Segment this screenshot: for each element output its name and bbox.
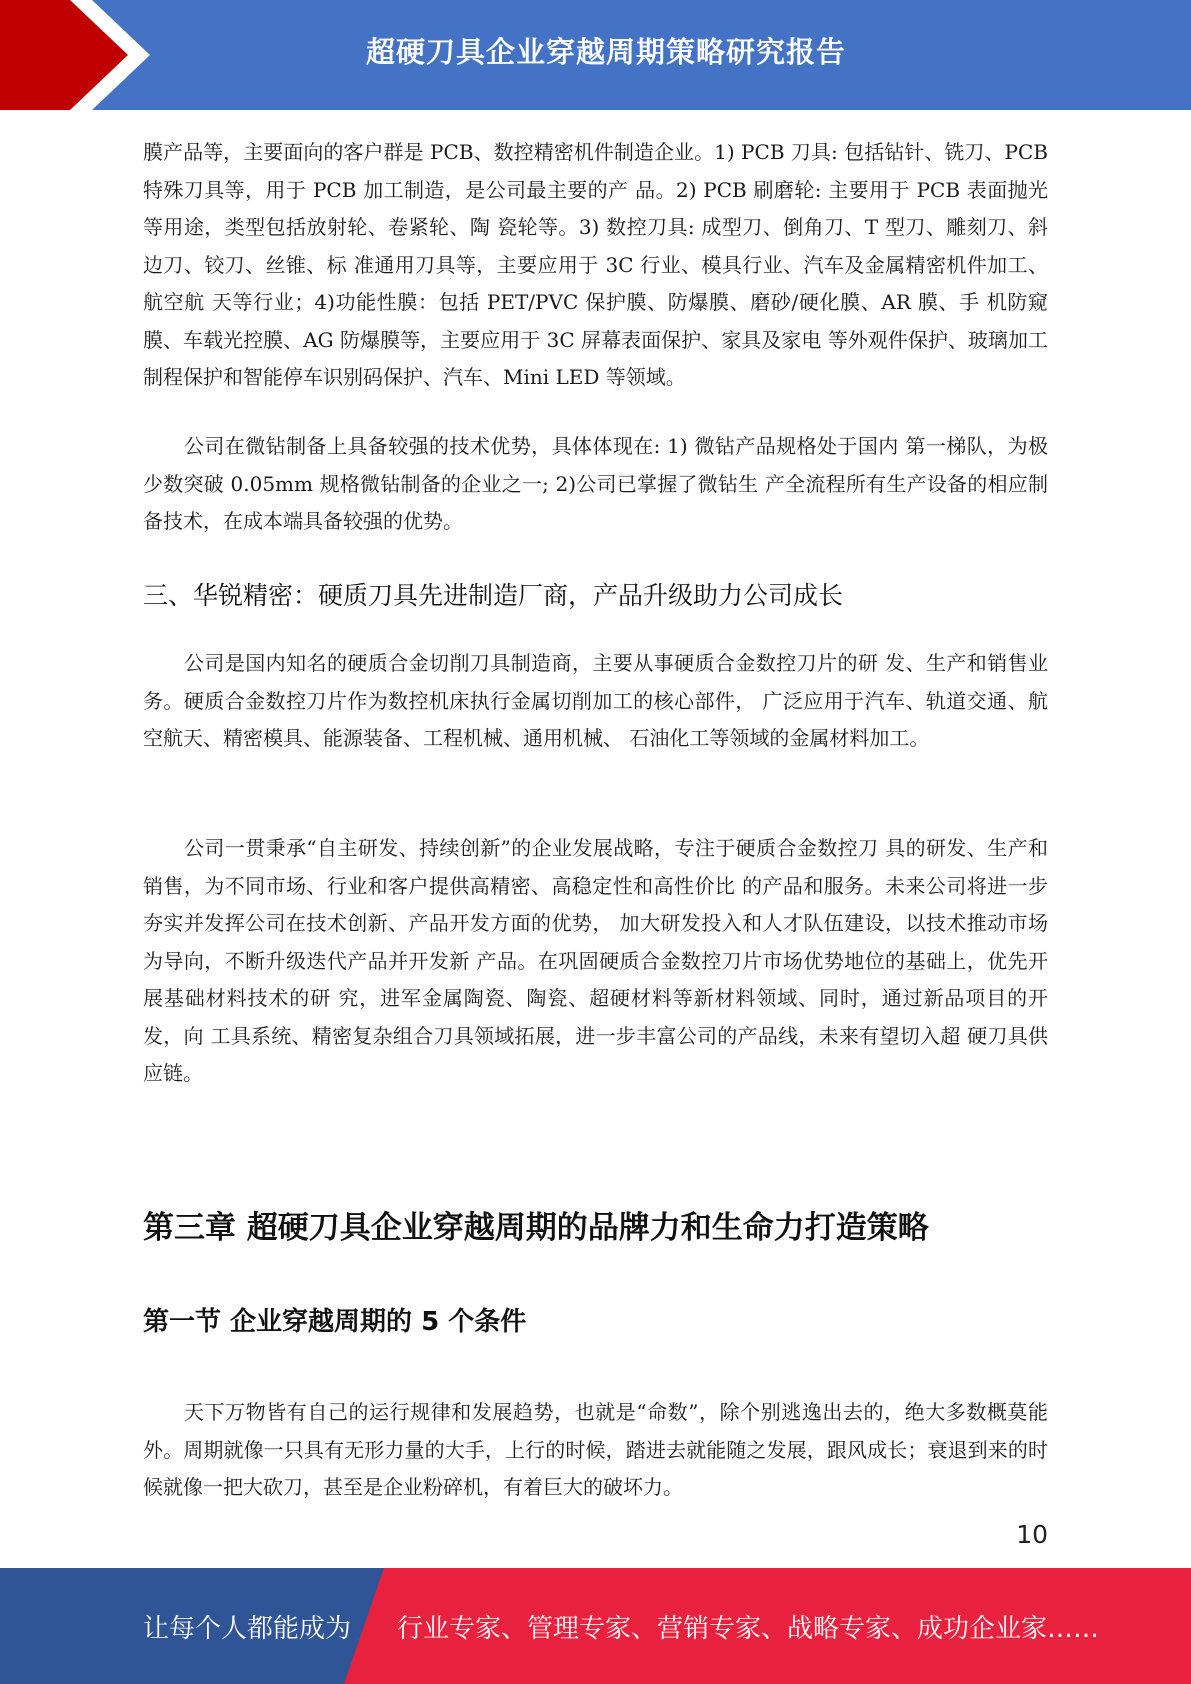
paragraph-products: 膜产品等，主要面向的客户群是 PCB、数控精密机件制造企业。1) PCB 刀具: 包括钻针、铣刀、PCB 特殊刀具等，用于 PCB 加工制造，是公司最主要的产 品。2) PCB 刷磨轮: 主要用于 PCB 表面抛光等用途，类型包括放射轮、卷紧轮、陶 瓷轮等。3) 数控刀具: 成型刀、倒角刀、T 型刀、雕刻刀、斜边刀、铰刀、丝锥、标 准通用刀具等，主要应用于 3C 行业、模具行业、汽车及金属精密机件加工、航空航 天等行业；4)功能性膜：包括 PET/PVC 保护膜、防爆膜、磨砂/硬化膜、AR 膜、手 机防窥膜、车载光控膜、AG 防爆膜等，主要应用于 3C 屏幕表面保护、家具及家电 等外观件保护、玻璃加工制程保护和智能停车识别码保护、汽车、Mini LED 等领域。 xyxy=(143,140,1048,389)
section-heading-huarui: 三、华锐精密：硬质刀具先进制造厂商，产品升级助力公司成长 xyxy=(143,581,844,610)
report-title: 超硬刀具企业穿越周期策略研究报告 xyxy=(365,34,846,69)
paragraph-huarui-strategy: 公司一贯秉承“自主研发、持续创新”的企业发展战略，专注于硬质合金数控刀 具的研发、生产和销售，为不同市场、行业和客户提供高精密、高稳定性和高性价比 的产品和服务。未来公司将进一步夯实并发挥公司在技术创新、产品开发方面的优势， 加大研发投入和人才队伍建设，以技术推动市场为导向，不断升级迭代产品并开发新 产品。在巩固硬质合金数控刀片市场优势地位的基础上，优先开展基础材料技术的研 究，进军金属陶瓷、陶瓷、超硬材料等新材料领域、同时，通过新品项目的开发，向 工具系统、精密复杂组合刀具领域拓展，进一步丰富公司的产品线，未来有望切入超 硬刀具供应链。 xyxy=(143,836,1048,1085)
section-title: 第一节 企业穿越周期的 5 个条件 xyxy=(143,1307,527,1337)
page-number: 10 xyxy=(1016,1520,1048,1549)
paragraph-huarui-intro: 公司是国内知名的硬质合金切削刀具制造商，主要从事硬质合金数控刀片的研 发、生产和销售业务。硬质合金数控刀片作为数控机床执行金属切削加工的核心部件， 广泛应用于汽车、轨道交通、航空航天、精密模具、能源装备、工程机械、通用机械、 石油化工等领域的金属材料加工。 xyxy=(143,651,1048,750)
chapter-title: 第三章 超硬刀具企业穿越周期的品牌力和生命力打造策略 xyxy=(143,1210,929,1246)
page-footer xyxy=(0,1568,1191,1684)
footer-slogan-right: 行业专家、管理专家、营销专家、战略专家、成功企业家…… xyxy=(397,1613,1100,1644)
paragraph-microdrill-advantage: 公司在微钻制备上具备较强的技术优势，具体体现在: 1) 微钻产品规格处于国内 第一梯队，为极少数突破 0.05mm 规格微钻制备的企业之一; 2)公司已掌握了微钻生 产全流程所有生产设备的相应制备技术，在成本端具备较强的优势。 xyxy=(143,434,1048,533)
page-header xyxy=(0,0,1191,110)
paragraph-cycle-intro: 天下万物皆有自己的运行规律和发展趋势，也就是“命数”，除个别逃逸出去的，绝大多数概莫能外。周期就像一只具有无形力量的大手，上行的时候，踏进去就能随之发展，跟风成长；衰退到来的时候就像一把大砍刀，甚至是企业粉碎机，有着巨大的破坏力。 xyxy=(143,1400,1048,1499)
footer-slogan-left: 让每个人都能成为 xyxy=(143,1613,352,1644)
